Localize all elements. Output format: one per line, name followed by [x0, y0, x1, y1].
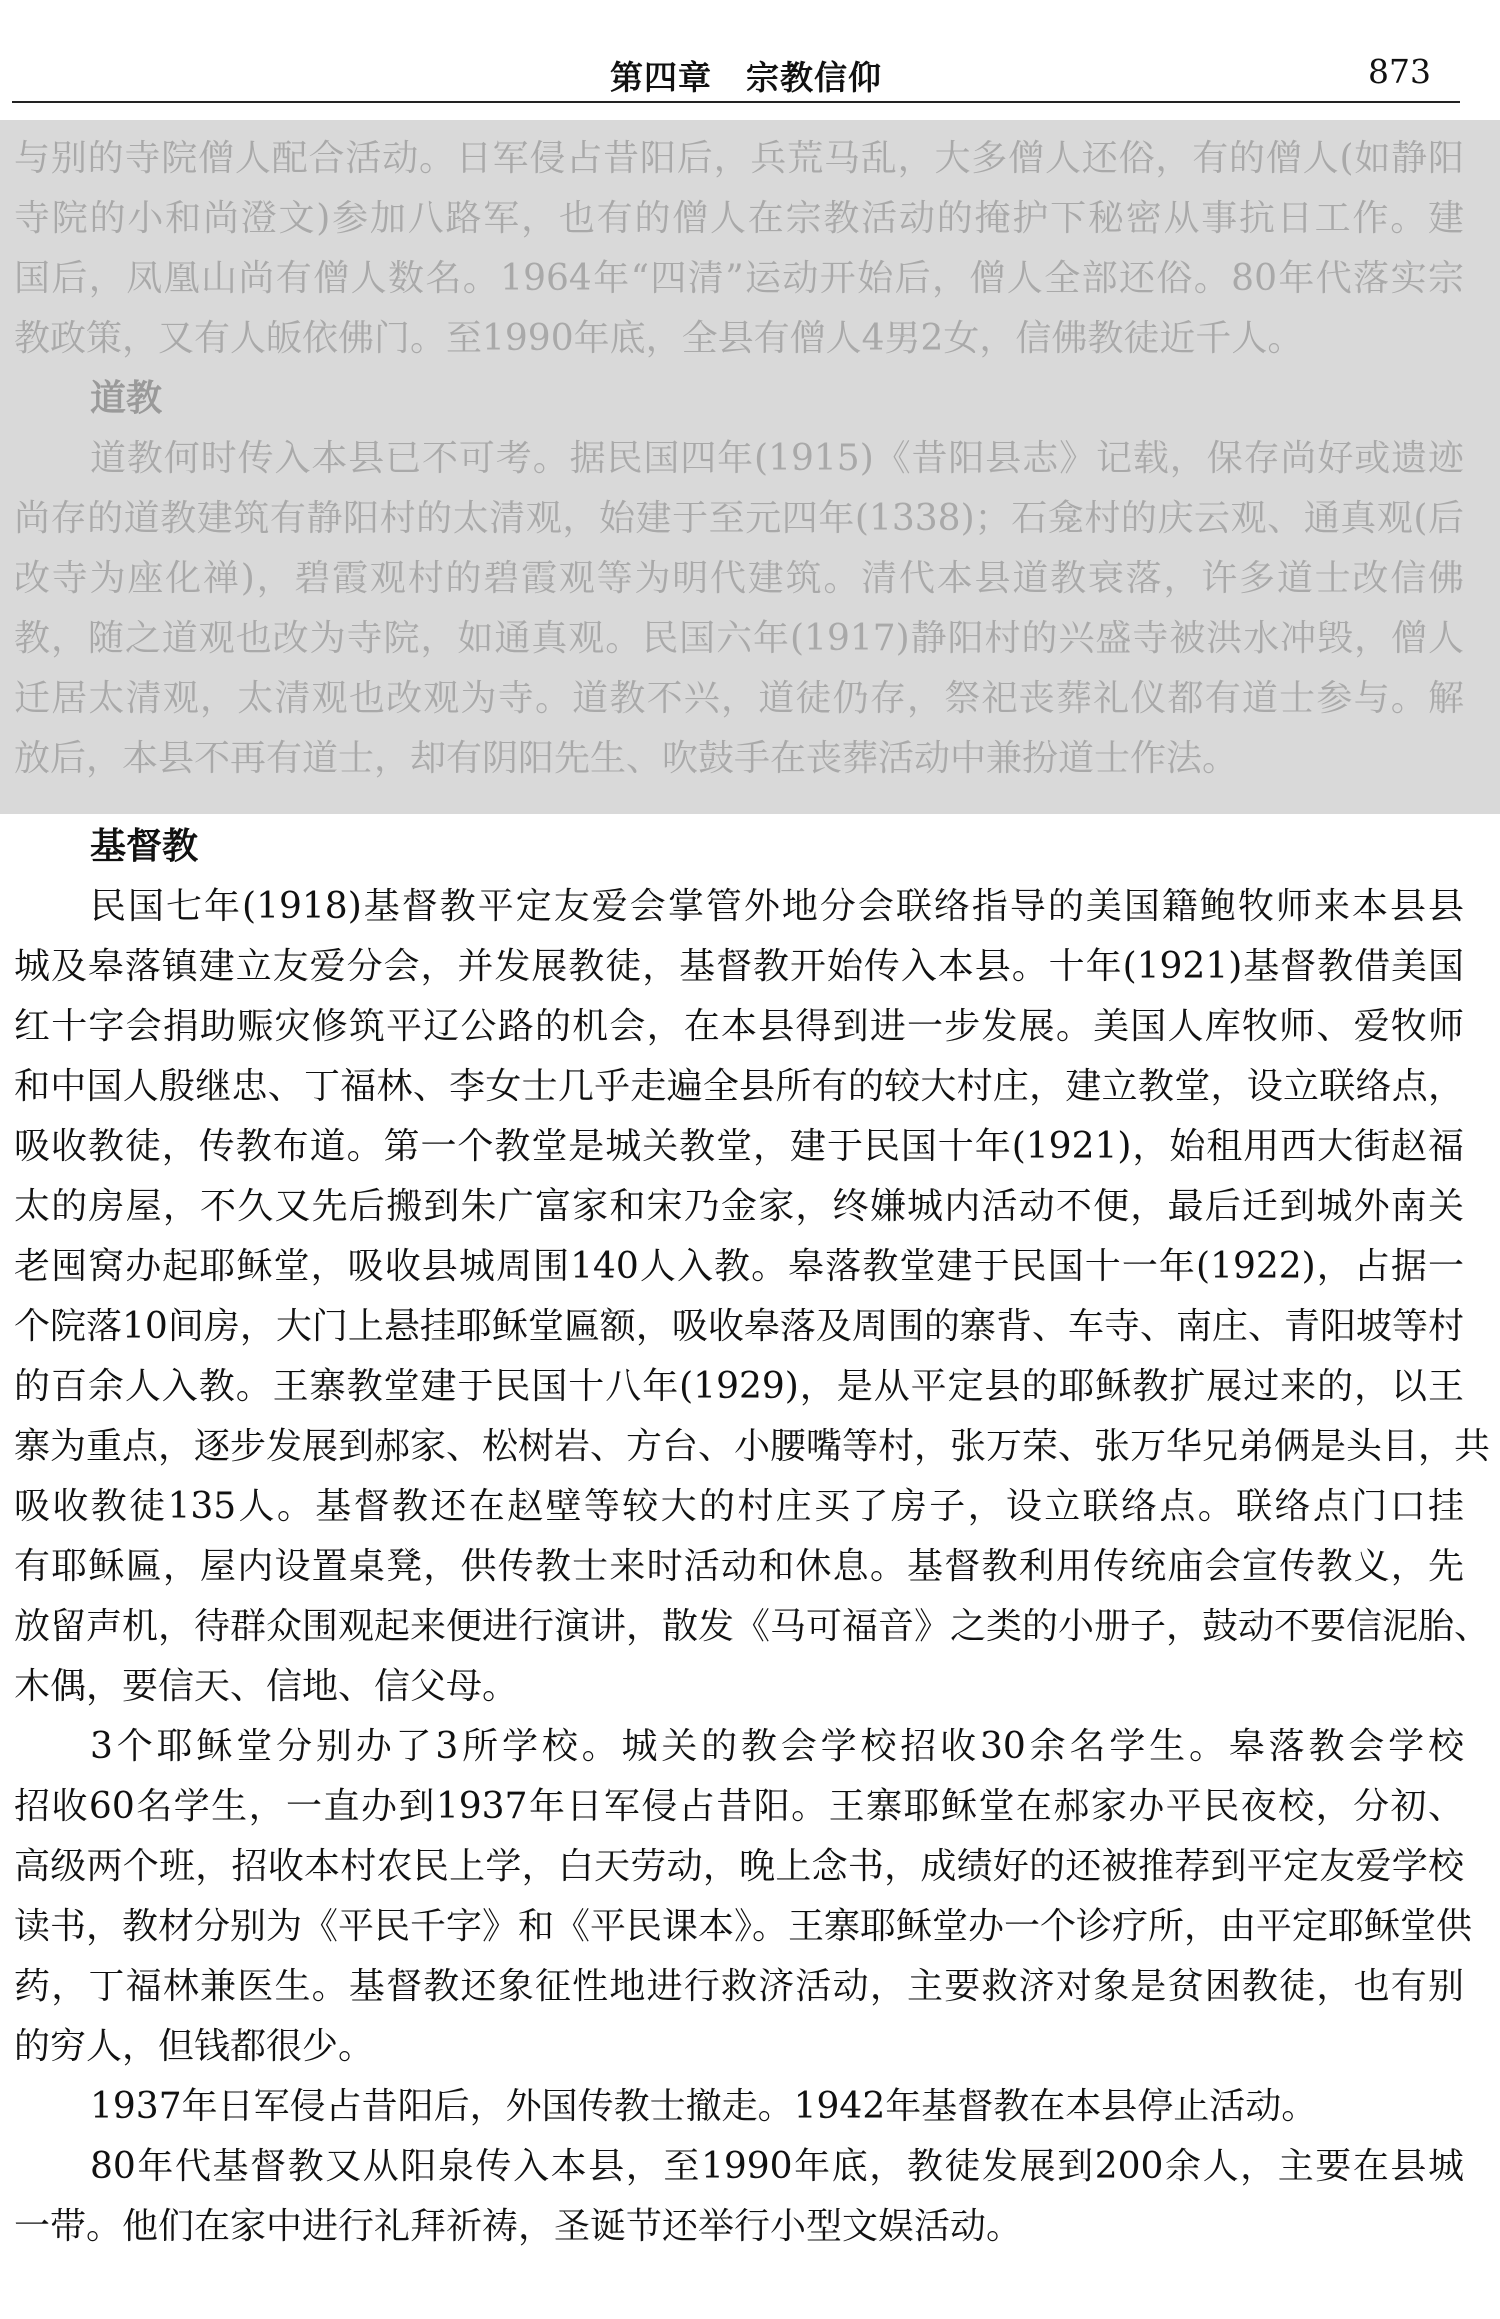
text-line: 国后，凤凰山尚有僧人数名。1964年“四清”运动开始后，僧人全部还俗。80年代落实宗: [14, 258, 1464, 299]
text-line: 寺院的小和尚澄文)参加八路军，也有的僧人在宗教活动的掩护下秘密从事抗日工作。建: [14, 198, 1464, 239]
text-line: 教，随之道观也改为寺院，如通真观。民国六年(1917)静阳村的兴盛寺被洪水冲毁，僧人: [14, 618, 1464, 659]
text-line: 放后，本县不再有道士，却有阴阳先生、吹鼓手在丧葬活动中兼扮道士作法。: [14, 738, 1239, 779]
text-line: 读书，教材分别为《平民千字》和《平民课本》。王寨耶稣堂办一个诊疗所，由平定耶稣堂供: [14, 1906, 1473, 1947]
text-line: 迁居太清观，太清观也改观为寺。道教不兴，道徒仍存，祭祀丧葬礼仪都有道士参与。解: [14, 678, 1464, 719]
text-line: 高级两个班，招收本村农民上学，白天劳动，晚上念书，成绩好的还被推荐到平定友爱学校: [14, 1846, 1464, 1887]
text-line: 红十字会捐助赈灾修筑平辽公路的机会，在本县得到进一步发展。美国人库牧师、爱牧师: [14, 1006, 1464, 1047]
text-line: 吸收教徒135人。基督教还在赵壁等较大的村庄买了房子，设立联络点。联络点门口挂: [14, 1486, 1464, 1527]
page-number: 873: [1368, 52, 1431, 91]
text-line: 吸收教徒，传教布道。第一个教堂是城关教堂，建于民国十年(1921)，始租用西大街赵福: [14, 1126, 1464, 1167]
text-line: 尚存的道教建筑有静阳村的太清观，始建于至元四年(1338)；石龛村的庆云观、通真观(后: [14, 498, 1464, 539]
text-line: 80年代基督教又从阳泉传入本县，至1990年底，教徒发展到200余人，主要在县城: [90, 2146, 1464, 2187]
text-line: 木偶，要信天、信地、信父母。: [14, 1666, 519, 1707]
text-line: 民国七年(1918)基督教平定友爱会掌管外地分会联络指导的美国籍鲍牧师来本县县: [90, 886, 1464, 927]
text-line: 1937年日军侵占昔阳后，外国传教士撤走。1942年基督教在本县停止活动。: [90, 2086, 1318, 2127]
text-line: 的穷人，但钱都很少。: [14, 2026, 375, 2067]
text-line: 改寺为座化禅)，碧霞观村的碧霞观等为明代建筑。清代本县道教衰落，许多道士改信佛: [14, 558, 1464, 599]
text-line: 寨为重点，逐步发展到郝家、松树岩、方台、小腰嘴等村，张万荣、张万华兄弟俩是头目，共: [14, 1426, 1491, 1467]
text-line: 教政策，又有人皈依佛门。至1990年底，全县有僧人4男2女，信佛教徒近千人。: [14, 318, 1304, 359]
text-line: 道教何时传入本县已不可考。据民国四年(1915)《昔阳县志》记载，保存尚好或遗迹: [90, 438, 1464, 479]
text-line: 城及皋落镇建立友爱分会，并发展教徒，基督教开始传入本县。十年(1921)基督教借美国: [14, 946, 1464, 987]
text-line: 的百余人入教。王寨教堂建于民国十八年(1929)，是从平定县的耶稣教扩展过来的，以王: [14, 1366, 1464, 1407]
text-line: 和中国人殷继忠、丁福林、李女士几乎走遍全县所有的较大村庄，建立教堂，设立联络点，: [14, 1066, 1464, 1107]
chapter-title: 第四章 宗教信仰: [610, 58, 882, 97]
text-line: 个院落10间房，大门上悬挂耶稣堂匾额，吸收皋落及周围的寨背、车寺、南庄、青阳坡等村: [14, 1306, 1464, 1347]
text-line: 与别的寺院僧人配合活动。日军侵占昔阳后，兵荒马乱，大多僧人还俗，有的僧人(如静阳: [14, 138, 1464, 179]
section-heading-christianity: 基督教: [90, 825, 199, 867]
text-line: 放留声机，待群众围观起来便进行演讲，散发《马可福音》之类的小册子，鼓动不要信泥胎、: [14, 1606, 1491, 1647]
text-line: 太的房屋，不久又先后搬到朱广富家和宋乃金家，终嫌城内活动不便，最后迁到城外南关: [14, 1186, 1464, 1227]
text-line: 药，丁福林兼医生。基督教还象征性地进行救济活动，主要救济对象是贫困教徒，也有别: [14, 1966, 1464, 2007]
text-line: 老囤窝办起耶稣堂，吸收县城周围140人入教。皋落教堂建于民国十一年(1922)，占据一: [14, 1246, 1464, 1287]
text-line: 有耶稣匾，屋内设置桌凳，供传教士来时活动和休息。基督教利用传统庙会宣传教义，先: [14, 1546, 1464, 1587]
text-line: 3个耶稣堂分别办了3所学校。城关的教会学校招收30余名学生。皋落教会学校: [90, 1726, 1464, 1767]
text-line: 招收60名学生，一直办到1937年日军侵占昔阳。王寨耶稣堂在郝家办平民夜校，分初、: [14, 1786, 1464, 1827]
text-line: 一带。他们在家中进行礼拜祈祷，圣诞节还举行小型文娱活动。: [14, 2206, 1023, 2247]
section-heading-taoism: 道教: [90, 377, 163, 419]
